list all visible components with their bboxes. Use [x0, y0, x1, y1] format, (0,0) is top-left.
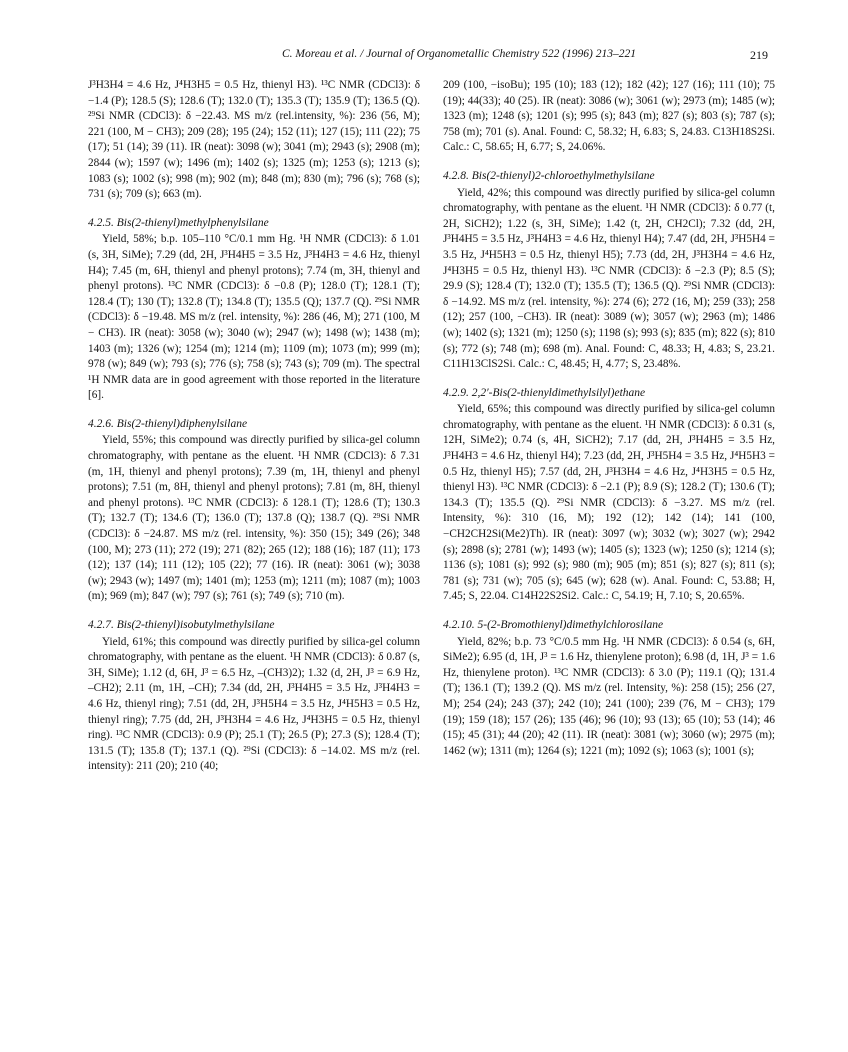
section-heading-4-2-6: 4.2.6. Bis(2-thienyl)diphenylsilane: [88, 417, 248, 430]
section-body-4-2-6: Yield, 55%; this compound was directly purified by silica-gel column chromatography, with pentane as the eluent. ¹H NMR (CDCl3): δ 7.31 (m, 1H, thienyl and phenyl protons); 7.39 (m, 1H, thienyl and phenyl protons); 7.51 (m, 8H, thienyl and phenyl protons); 7.81 (m, 8H, thienyl and phenyl protons). ¹³C NMR (CDCl3): δ 128.1 (T); 128.6 (T); 130.3 (T); 132.7 (T); 134.6 (T); 136.0 (T); 137.8 (Q); 138.7 (Q). ²⁹Si NMR (CDCl3): δ −24.87. MS m/z (rel. intensity, %): 350 (15); 349 (26); 348 (100, M); 273 (11); 272 (19); 271 (82); 265 (12); 188 (16); 187 (11); 173 (12); 137 (14); 111 (12); 105 (22); 77 (16). IR (neat): 3061 (w); 3038 (w); 2943 (w); 1497 (m); 1401 (m); 1253 (m); 1211 (m); 1087 (m); 1003 (m); 969 (m); 847 (w); 797 (s); 761 (s); 749 (s); 710 (m).: [88, 434, 420, 603]
section-heading-4-2-5: 4.2.5. Bis(2-thienyl)methylphenylsilane: [88, 216, 269, 229]
section-body-4-2-8: Yield, 42%; this compound was directly purified by silica-gel column chromatography, with pentane as the eluent. ¹H NMR (CDCl3): δ 0.77 (t, 2H, SiCH2); 1.22 (s, 3H, SiMe); 1.42 (t, 2H, CH2Cl); 7.32 (dd, 2H, J³H4H5 = 3.5 Hz, J³H4H3 = 4.6 Hz, thienyl H4); 7.47 (dd, 2H, J³H5H4 = 3.5 Hz, J⁴H5H3 = 0.5 Hz, thienyl H5); 7.73 (dd, 2H, J³H3H4 = 4.6 Hz, J⁴H3H5 = 0.5 Hz, thienyl H3). ¹³C NMR (CDCl3): δ −2.3 (P); 8.5 (S); 29.9 (S); 128.4 (T); 132.0 (T); 135.5 (T); 136.5 (Q). ²⁹Si NMR (CDCl3): δ −14.92. MS m/z (rel. intensity, %): 274 (6); 272 (16, M); 259 (33); 258 (12); 257 (100, −CH3). IR (neat): 3089 (w); 3057 (w); 2963 (m); 1486 (w); 1402 (s); 1321 (m); 1250 (s); 1198 (s); 993 (s); 835 (m); 822 (s); 810 (s); 772 (s); 748 (m); 698 (m). Anal. Found: C, 48.33; H, 4.83; S, 23.21. C11H13ClS2Si. Calc.: C, 48.45; H, 4.77; S, 23.48%.: [443, 186, 775, 371]
continued-paragraph: J³H3H4 = 4.6 Hz, J⁴H3H5 = 0.5 Hz, thienyl H3). ¹³C NMR (CDCl3): δ −1.4 (P); 128.5 (S); 128.6 (T); 132.0 (T); 135.3 (T); 135.9 (T); 136.5 (Q). ²⁹Si NMR (CDCl3): δ −22.43. MS m/z (rel.intensity, %): 236 (56, M); 221 (100, M − CH3); 209 (28); 195 (24); 152 (11); 127 (15); 111 (22); 75 (17); 51 (14); 39 (11). IR (neat): 3098 (w); 3041 (m); 2943 (s); 2908 (m); 2844 (w); 1597 (w); 1496 (m); 1402 (s); 1325 (m); 1253 (s); 1213 (s); 1083 (s); 1002 (s); 998 (m); 902 (m); 848 (m); 830 (m); 796 (s); 768 (s); 731 (s); 709 (s); 663 (m).: [88, 79, 420, 201]
section-heading-4-2-9: 4.2.9. 2,2′-Bis(2-thienyldimethylsilyl)ethane: [443, 386, 646, 399]
page-number: 219: [750, 48, 768, 62]
continued-paragraph: 209 (100, −isoBu); 195 (10); 183 (12); 182 (42); 127 (16); 111 (10); 75 (19); 44(33); 40 (25). IR (neat): 3086 (w); 3061 (w); 2973 (m); 1485 (w); 1323 (m); 1248 (s); 1201 (s); 995 (s); 843 (m); 827 (s); 803 (s); 787 (s); 758 (m); 701 (s). Anal. Found: C, 58.32; H, 6.83; S, 24.83. C13H18S2Si. Calc.: C, 58.65; H, 6.77; S, 24.06%.: [443, 79, 775, 154]
section-heading-4-2-7: 4.2.7. Bis(2-thienyl)isobutylmethylsilane: [88, 619, 275, 631]
section-body-4-2-7: Yield, 61%; this compound was directly purified by silica-gel column chromatography, with pentane as the eluent. ¹H NMR (CDCl3): δ 0.87 (s, 3H, SiMe); 1.12 (d, 6H, J³ = 6.5 Hz, –(CH3)2); 1.32 (d, 2H, J³ = 6.9 Hz, –CH2); 2.11 (m, 1H, –CH); 7.34 (dd, 2H, J³H4H5 = 3.5 Hz, J³H4H3 = 4.6 Hz, thienyl ring); 7.51 (dd, 2H, J³H5H4 = 3.5 Hz, J⁴H5H3 = 0.5 Hz, thienyl ring); 7.75 (dd, 2H, J³H3H4 = 4.6 Hz, J⁴H3H5 = 0.5 Hz, thienyl ring). ¹³C NMR (CDCl3): 0.9 (P); 25.1 (T); 26.5 (P); 27.3 (S); 128.4 (T); 131.5 (T); 135.8 (T); 137.1 (Q). ²⁹Si (CDCl3): δ −14.02. MS m/z (rel. intensity): 211 (20); 210 (40;: [88, 635, 420, 773]
running-head: [90, 46, 768, 66]
section-heading-4-2-10: 4.2.10. 5-(2-Bromothienyl)dimethylchlorosilane: [443, 619, 664, 631]
left-column: [88, 78, 420, 775]
section-body-4-2-10: Yield, 82%; b.p. 73 °C/0.5 mm Hg. ¹H NMR (CDCl3): δ 0.54 (s, 6H, SiMe2); 6.95 (d, 1H, J³ = 1.6 Hz, thienylene proton); 6.98 (d, 1H, J³ = 1.6 Hz, thienylene proton). ¹³C NMR (CDCl3): δ 3.0 (P); 119.1 (Q); 131.4 (T); 136.1 (T); 139.2 (Q). MS m/z (rel. Intensity, %): 258 (15); 256 (27, M); 254 (24); 243 (37); 242 (10); 241 (100); 239 (76, M − CH3); 179 (19); 159 (18); 157 (26); 135 (46); 96 (10); 93 (13); 65 (10); 53 (14); 46 (15); 45 (31); 44 (20); 42 (11). IR (neat): 3081 (w); 3060 (w); 2975 (m); 1462 (w); 1311 (m); 1264 (s); 1221 (m); 1092 (s); 1063 (s); 1001 (s);: [443, 635, 775, 757]
section-body-4-2-9: Yield, 65%; this compound was directly purified by silica-gel column chromatography, with pentane as the eluent. ¹H NMR (CDCl3): δ 0.31 (s, 12H, SiMe2); 0.74 (s, 4H, SiCH2); 7.17 (dd, 2H, J³H4H5 = 3.5 Hz, J³H4H3 = 4.6 Hz, thienyl H4); 7.23 (dd, 2H, J³H5H4 = 3.5 Hz, J⁴H5H3 = 0.5 Hz, thienyl H5); 7.57 (dd, 2H, J³H3H4 = 4.6 Hz, J⁴H3H5 = 0.5 Hz, thienyl H3). ¹³C NMR (CDCl3): δ −2.1 (P); 8.9 (S); 128.2 (T); 130.6 (T); 134.3 (T); 135.5 (Q). ²⁹Si NMR (CDCl3): δ −3.27. MS m/z (rel. Intensity, %): 310 (16, M); 192 (12); 142 (14); 141 (100, −CH2CH2Si(Me2)Th). IR (neat): 3097 (w); 3032 (w); 3027 (w); 2942 (s); 2898 (s); 2781 (w); 1493 (w); 1405 (s); 1323 (w); 1250 (s); 1214 (s); 1136 (s); 1081 (s); 992 (s); 980 (m); 905 (m); 851 (s); 827 (s); 811 (s); 781 (s); 731 (w); 705 (s); 645 (w); 628 (w). Anal. Found: C, 53.88; H, 7.45; S, 22.04. C14H22S2Si2. Calc.: C, 54.19; H, 7.10; S, 20.65%.: [443, 403, 775, 603]
running-title: C. Moreau et al. / Journal of Organometallic Chemistry 522 (1996) 213–221: [281, 48, 637, 60]
right-column: [443, 78, 775, 759]
section-body-4-2-5: Yield, 58%; b.p. 105–110 °C/0.1 mm Hg. ¹H NMR (CDCl3): δ 1.01 (s, 3H, SiMe); 7.29 (dd, 2H, J³H4H5 = 3.5 Hz, J³H4H3 = 4.6 Hz, thienyl H4); 7.45 (m, 6H, thienyl and phenyl protons); 7.74 (m, 3H, thienyl and phenyl protons). ¹³C NMR (CDCl3): δ −0.8 (P); 128.0 (T); 128.1 (T); 128.4 (T); 130 (T); 132.8 (T); 134.8 (T); 135.5 (Q); 137.7 (Q). ²⁹Si NMR (CDCl3): δ −19.48. MS m/z (rel. intensity, %): 286 (46, M); 271 (100, M − CH3). IR (neat): 3058 (w); 3040 (w); 2947 (w); 1498 (w); 1438 (m); 1403 (m); 1326 (w); 1254 (m); 1214 (m); 1109 (m); 1073 (m); 999 (m); 978 (w); 849 (w); 793 (s); 776 (s); 758 (s); 743 (s); 709 (m). The spectral ¹H NMR data are in good agreement with those reported in the literature [6].: [88, 233, 420, 402]
section-heading-4-2-8: 4.2.8. Bis(2-thienyl)2-chloroethylmethylsilane: [443, 169, 655, 182]
